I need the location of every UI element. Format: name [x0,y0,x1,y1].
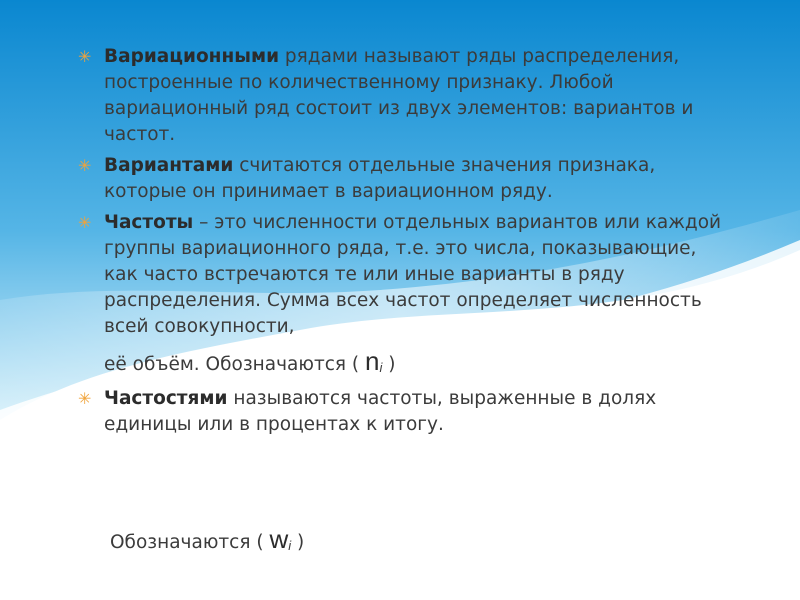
bullet-marker-icon: ✳ [78,156,92,175]
notation-prefix: Обозначаются [110,532,251,553]
bullet-item [78,44,728,148]
bullet-list [78,44,728,443]
notation-symbol: w [269,524,289,554]
bullet-marker-icon: ✳ [78,213,92,232]
notation-close-paren: ) [382,354,396,375]
bullet-text: называются частоты, выраженные в долях единицы или в процентах к итогу. [104,388,657,435]
notation-subscript: i [288,538,292,553]
bullet-term: Частостями [104,388,228,409]
bullet-marker-icon: ✳ [78,47,92,66]
bullet-term: Вариантами [104,155,234,176]
bullet-text: считаются отдельные значения признака, которые он принимает в вариационном ряду. [104,155,656,202]
bullet-text: – это численности отдельных вариантов или каждой группы вариационного ряда, т.е. это числа, показывающие, как часто встречаются те или иные варианты в ряду распределения. Сумма всех частот определяет численность всей совокупности, [104,212,722,337]
notation-subscript: i [379,360,383,375]
relative-frequency-notation [110,526,304,559]
bullet-item [78,153,728,205]
bullet-item [78,386,728,438]
bullet-item [78,210,728,381]
notation-open-paren: ( [250,532,270,553]
frequency-notation [104,348,728,381]
notation-close-paren: ) [291,532,305,553]
bullet-marker-icon: ✳ [78,389,92,408]
notation-open-paren: ( [346,354,366,375]
notation-prefix: её объём. Обозначаются [104,354,347,375]
bullet-term: Частоты [104,212,194,233]
bullet-text: рядами называют ряды распределения, построенные по количественному признаку. Любой вариационный ряд состоит из двух элементов: вариантов и частот. [104,46,694,145]
bullet-term: Вариационными [104,46,280,67]
notation-symbol: n [365,346,380,376]
